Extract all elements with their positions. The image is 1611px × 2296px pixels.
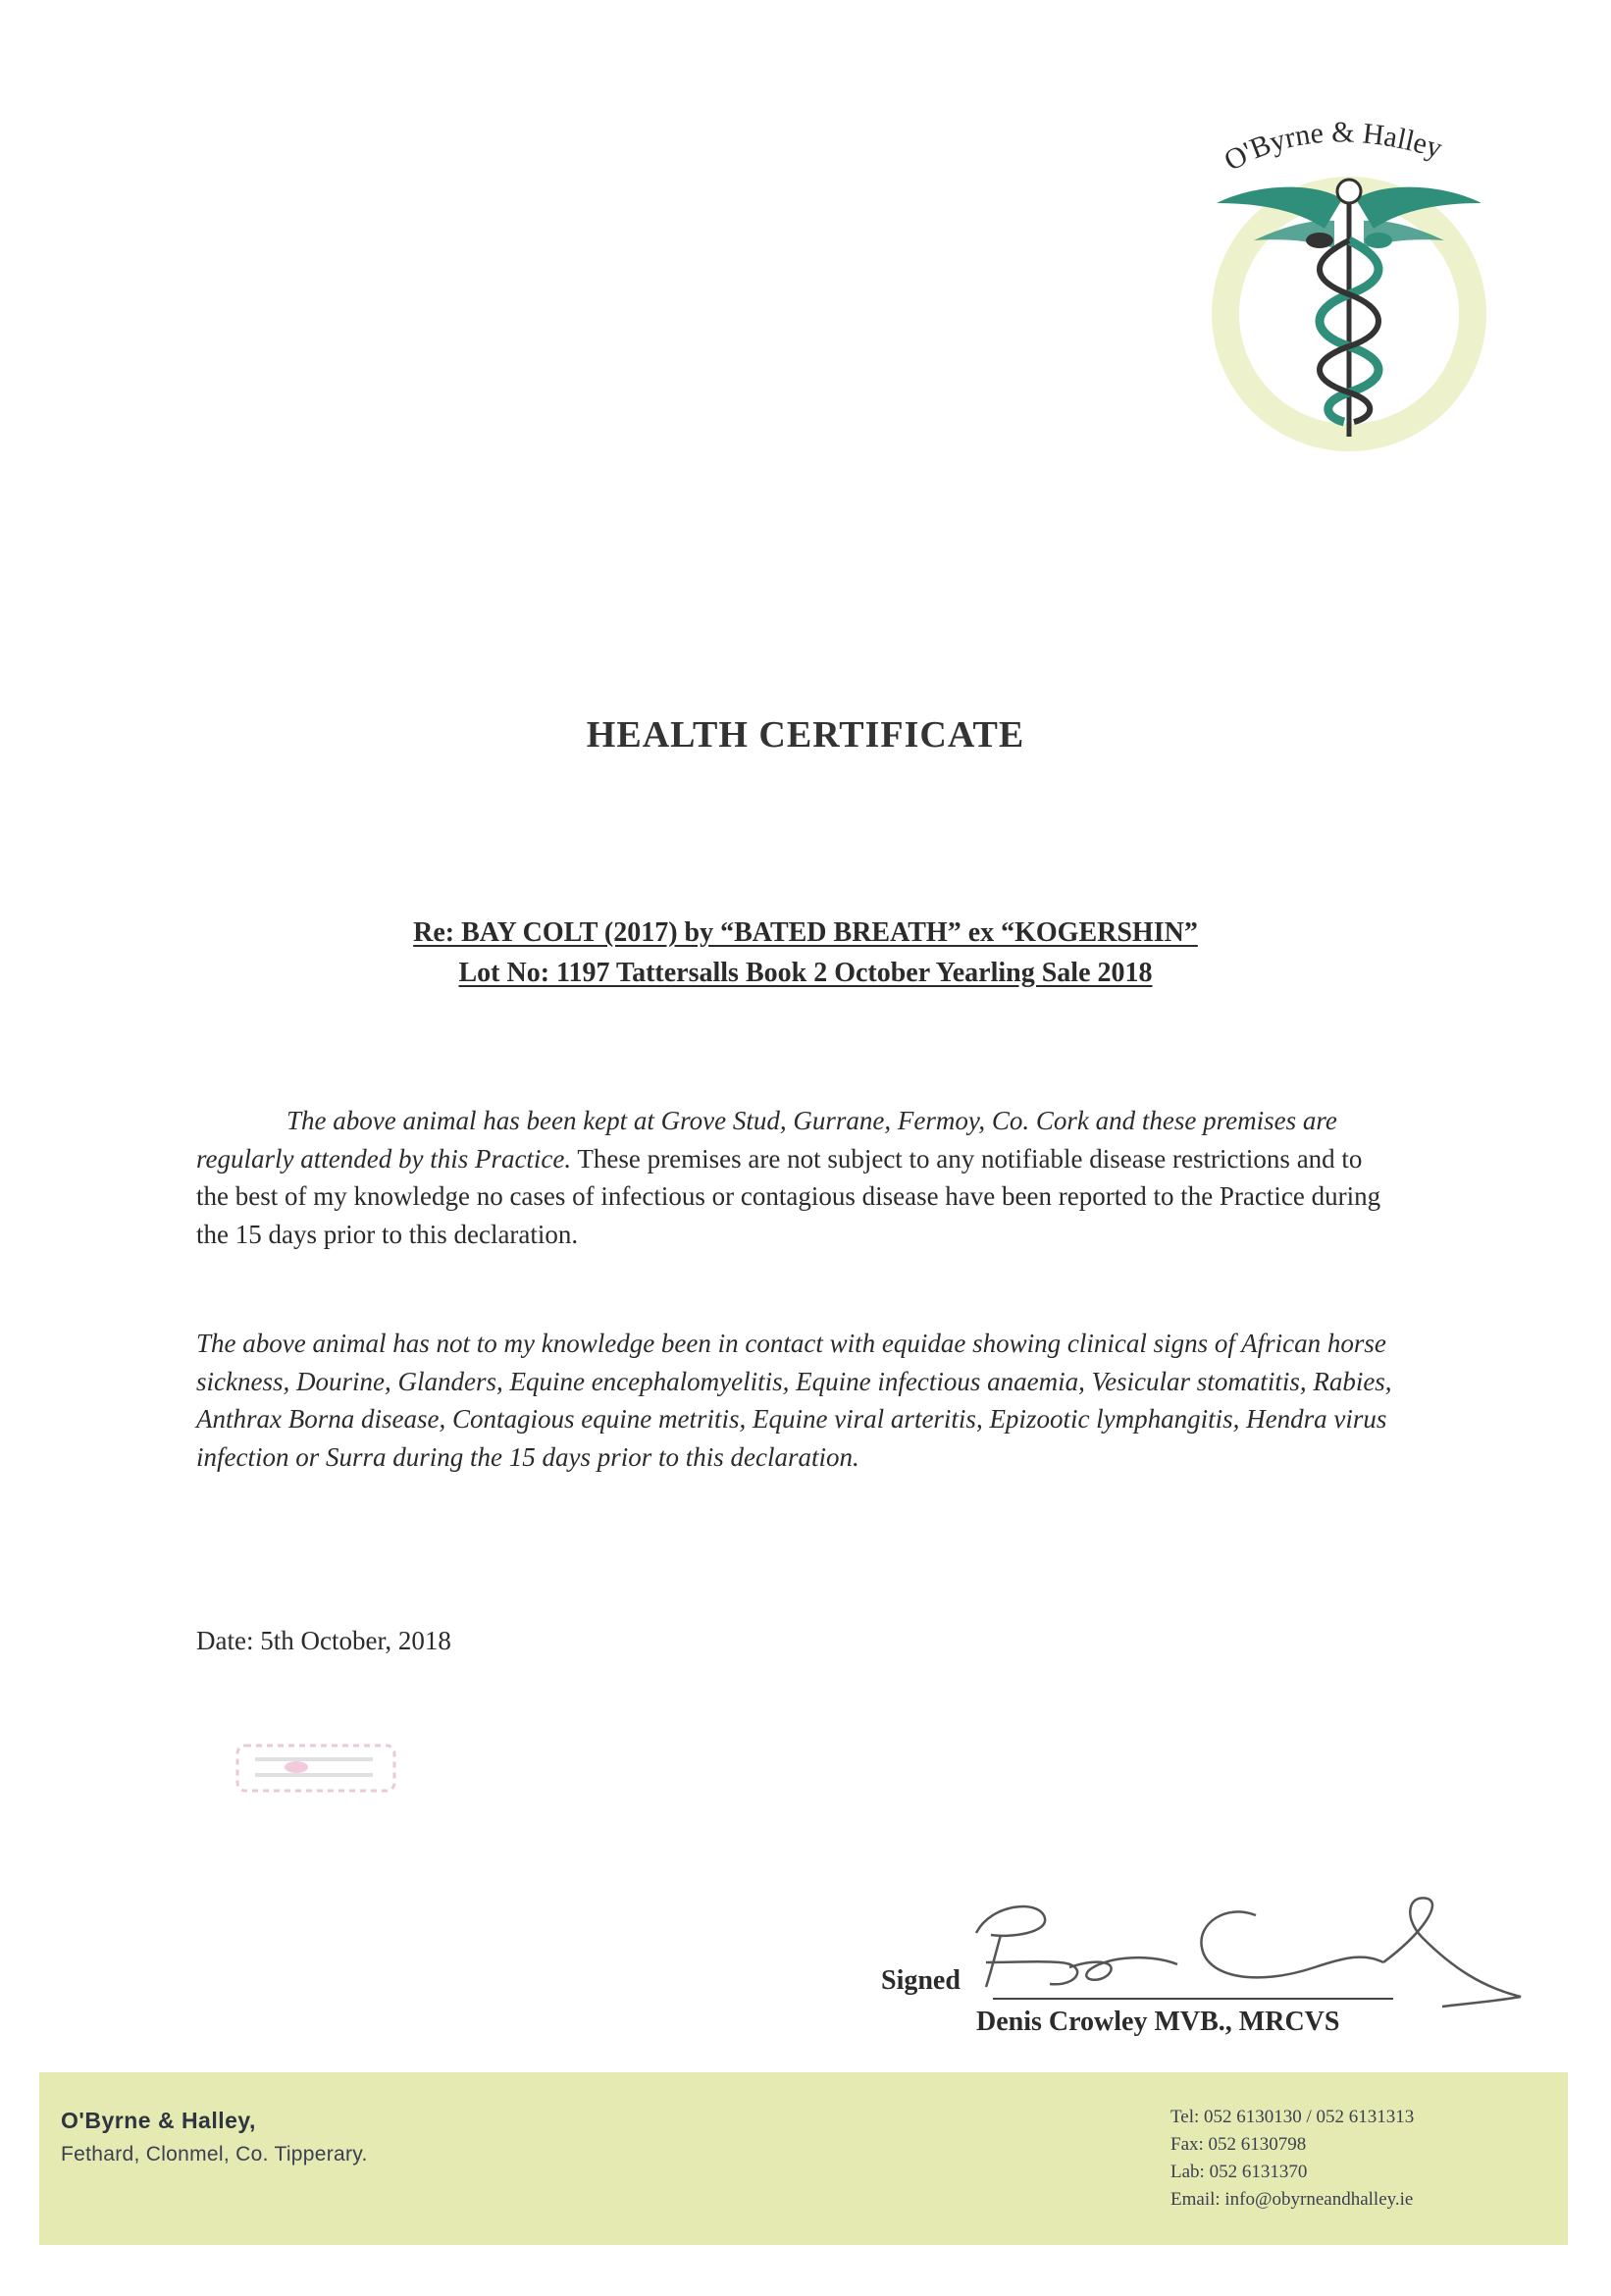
footer-contacts [1170, 2104, 1414, 2214]
caduceus-icon [1177, 93, 1516, 466]
handwritten-signature [932, 1894, 1531, 2021]
letterhead-footer [39, 2072, 1568, 2245]
paragraph-premises [196, 1102, 1398, 1253]
logo-text: O'Byrne & Halley [1219, 116, 1446, 178]
premises-italic-text: The above animal has been kept at Grove Stud, Gurrane, Fermoy, Co. Cork and these premises are regularly attended by this Practice. [196, 1106, 1337, 1174]
faint-stamp [235, 1740, 402, 1799]
footer-tel: Tel: 052 6130130 / 052 6131313 [1170, 2107, 1415, 2127]
subject-block [0, 913, 1611, 993]
footer-lab: Lab: 052 6131370 [1170, 2162, 1308, 2182]
signed-label: Signed [881, 1965, 961, 1996]
signer-name: Denis Crowley MVB., MRCVS [976, 2007, 1340, 2037]
footer-fax: Fax: 052 6130798 [1170, 2134, 1307, 2155]
footer-email: Email: info@obyrneandhalley.ie [1170, 2189, 1414, 2210]
practice-logo [1177, 93, 1516, 466]
svg-text:O'Byrne & Halley [1219, 116, 1445, 177]
document-title: HEALTH CERTIFICATE [586, 714, 1025, 756]
premises-text: These premises are not subject to any notifiable disease restrictions and to the best of my knowledge no cases of infectious or contagious disease have been reported to the Practice during the 15 days prior to this declaration. [196, 1143, 1381, 1249]
subject-line: Re: BAY COLT (2017) by “BATED BREATH” ex “KOGERSHIN” [413, 917, 1198, 948]
signature-line [993, 1998, 1393, 2000]
certificate-date: Date: 5th October, 2018 [196, 1626, 451, 1655]
lot-line: Lot No: 1197 Tattersalls Book 2 October Yearling Sale 2018 [458, 958, 1153, 988]
footer-address: Fethard, Clonmel, Co. Tipperary. [61, 2143, 368, 2166]
paragraph-diseases: The above animal has not to my knowledge been in contact with equidae showing clinical signs of African horse sickness, Dourine, Glanders, Equine encephalomyelitis, Equine infectious anaemia, Vesicular stomatitis, Rabies, Anthrax Borna disease, Contagious equine metritis, Equine viral arteritis, Epizootic lymphangitis, Hendra virus infection or Surra during the 15 days prior to this declaration. [196, 1329, 1392, 1472]
footer-practice-name: O'Byrne & Halley, [61, 2108, 256, 2133]
